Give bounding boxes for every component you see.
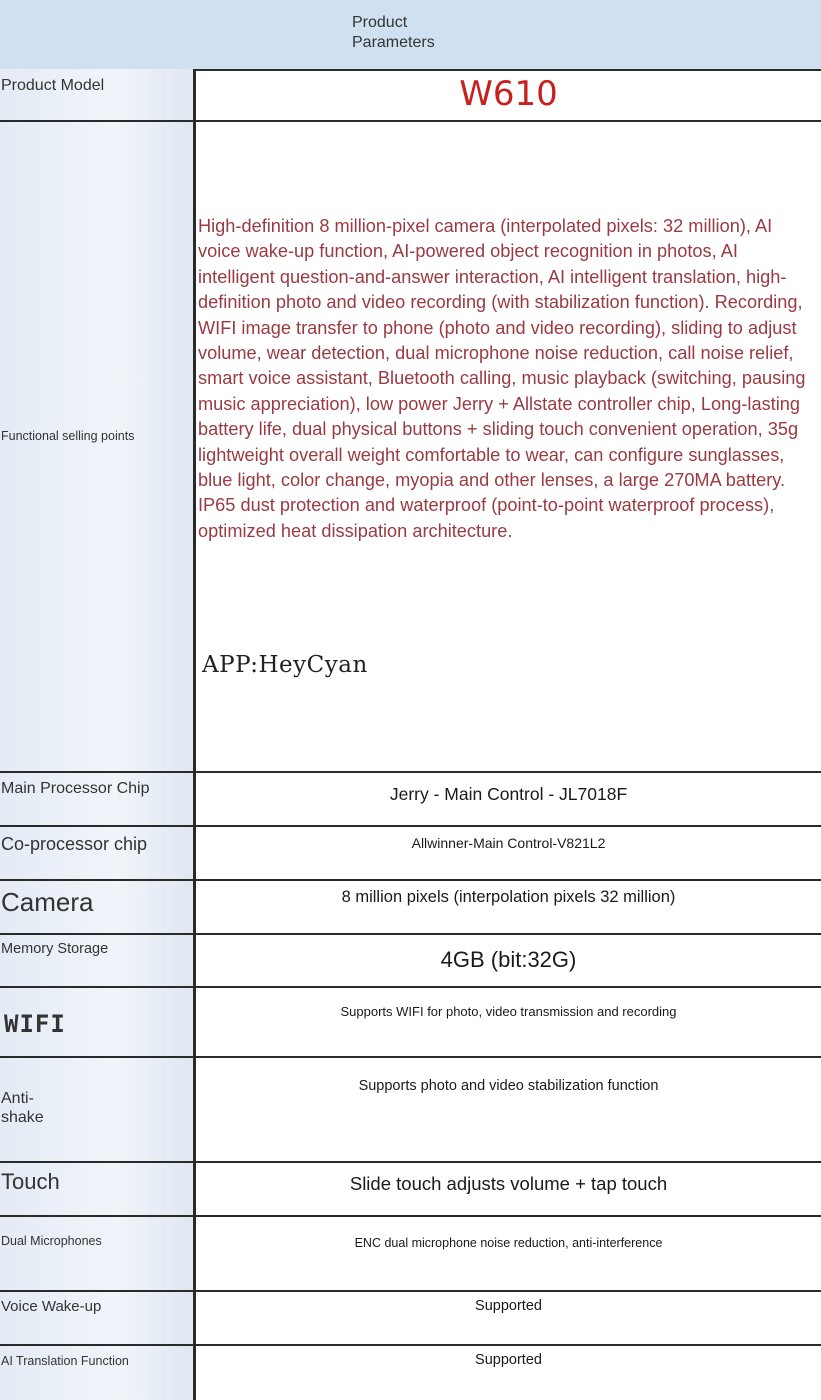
row-memory-storage [0, 935, 821, 988]
value-product-model: W610 [459, 74, 558, 114]
row-main-processor-chip [0, 773, 821, 827]
value-touch: Slide touch adjusts volume + tap touch [349, 1173, 668, 1194]
label-wifi: WIFI [4, 1010, 66, 1038]
row-ai-translation [0, 1346, 821, 1400]
value-voice-wake-up: Supported [475, 1298, 542, 1314]
label-touch: Touch [1, 1169, 60, 1194]
row-functional-selling-points [0, 122, 821, 773]
table-header [0, 0, 821, 71]
label-main-processor-chip: Main Processor Chip [1, 780, 150, 797]
value-wifi: Supports WIFI for photo, video transmission and recording [340, 1004, 677, 1019]
value-anti-shake: Supports photo and video stabilization function [358, 1078, 659, 1094]
functional-description: High-definition 8 million-pixel camera (interpolated pixels: 32 million), AI voice wake-up function, AI-powered object recognition in photos, AI intelligent question-and-answer interaction, AI intelligent translation, high-definition photo and video recording (with stabilization function). Recording, WIFI image transfer to phone (photo and video recording), sliding to adjust volume, wear detection, dual microphone noise reduction, call noise relief, smart voice assistant, Bluetooth calling, music playback (switching, pausing music appreciation), low power Jerry + Allstate controller chip, Long-lasting battery life, dual physical buttons + sliding touch convenient operation, 35g lightweight overall weight comfortable to wear, can configure sunglasses, blue light, color change, myopia and other lenses, a large 270MA battery. IP65 dust protection and waterproof (point-to-point waterproof process), optimized heat dissipation architecture. [198, 216, 806, 541]
label-camera: Camera [1, 887, 94, 917]
value-main-processor-chip: Jerry - Main Control - JL7018F [389, 784, 628, 804]
label-voice-wake-up: Voice Wake-up [1, 1298, 102, 1315]
label-anti-shake: Anti-shake [1, 1090, 44, 1126]
label-functional-selling-points: Functional selling points [1, 429, 135, 443]
app-name: APP:HeyCyan [202, 652, 368, 678]
row-voice-wake-up [0, 1292, 821, 1346]
table-title: Product Parameters [352, 14, 435, 51]
value-camera: 8 million pixels (interpolation pixels 32 million) [341, 888, 676, 906]
row-touch [0, 1163, 821, 1217]
label-memory-storage: Memory Storage [1, 941, 109, 957]
label-co-processor-chip: Co-processor chip [1, 834, 148, 854]
value-dual-microphones: ENC dual microphone noise reduction, anti-interference [354, 1236, 663, 1250]
row-dual-microphones [0, 1217, 821, 1292]
value-memory-storage: 4GB (bit:32G) [440, 947, 577, 972]
value-ai-translation: Supported [475, 1352, 542, 1368]
row-product-model [0, 69, 821, 122]
row-co-processor-chip [0, 827, 821, 881]
row-anti-shake [0, 1058, 821, 1163]
value-co-processor-chip: Allwinner-Main Control-V821L2 [411, 835, 606, 851]
label-ai-translation: AI Translation Function [1, 1354, 129, 1368]
row-wifi [0, 988, 821, 1058]
label-product-model: Product Model [1, 77, 105, 94]
row-camera [0, 881, 821, 935]
label-dual-microphones: Dual Microphones [1, 1234, 102, 1248]
